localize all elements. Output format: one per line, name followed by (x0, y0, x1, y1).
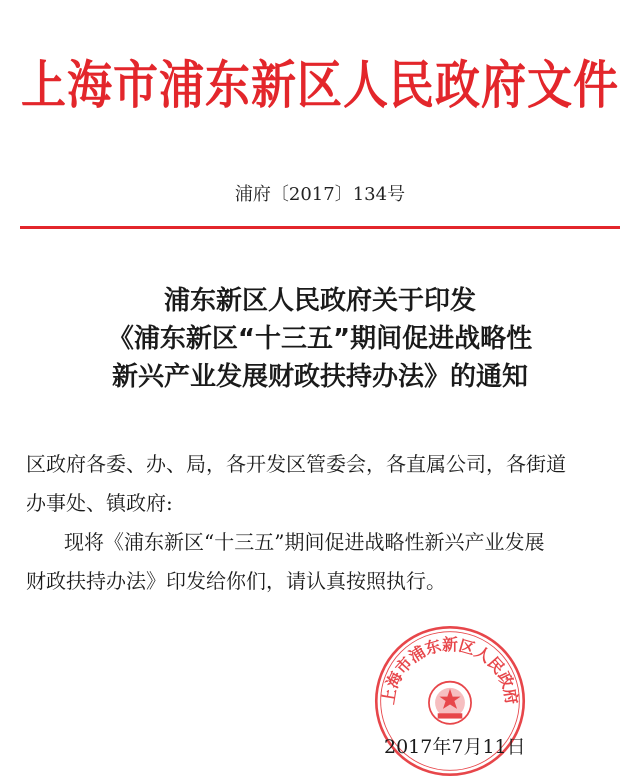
svg-text:上海市浦东新区人民政府: 上海市浦东新区人民政府 (378, 635, 522, 706)
document-body (26, 445, 626, 601)
recipients-line-2: 办事处、镇政府: (26, 491, 173, 515)
document-date: 2017年7月11日 (384, 736, 526, 758)
title-line-2: 《浦东新区“十三五”期间促进战略性 (107, 324, 533, 354)
national-emblem-icon (429, 682, 471, 724)
body-line-1: 现将《浦东新区“十三五”期间促进战略性新兴产业发展 (64, 530, 545, 554)
document-masthead: 上海市浦东新区人民政府文件 (20, 54, 619, 116)
body-line-2: 财政扶持办法》印发给你们，请认真按照执行。 (26, 569, 446, 593)
title-line-3: 新兴产业发展财政扶持办法》的通知 (111, 362, 528, 392)
red-divider-line (20, 226, 620, 229)
title-line-1: 浦东新区人民政府关于印发 (163, 286, 476, 316)
document-title (0, 282, 640, 396)
document-number: 浦府〔2017〕134号 (234, 184, 406, 205)
recipients-line-1: 区政府各委、办、局，各开发区管委会，各直属公司，各街道 (26, 452, 566, 476)
